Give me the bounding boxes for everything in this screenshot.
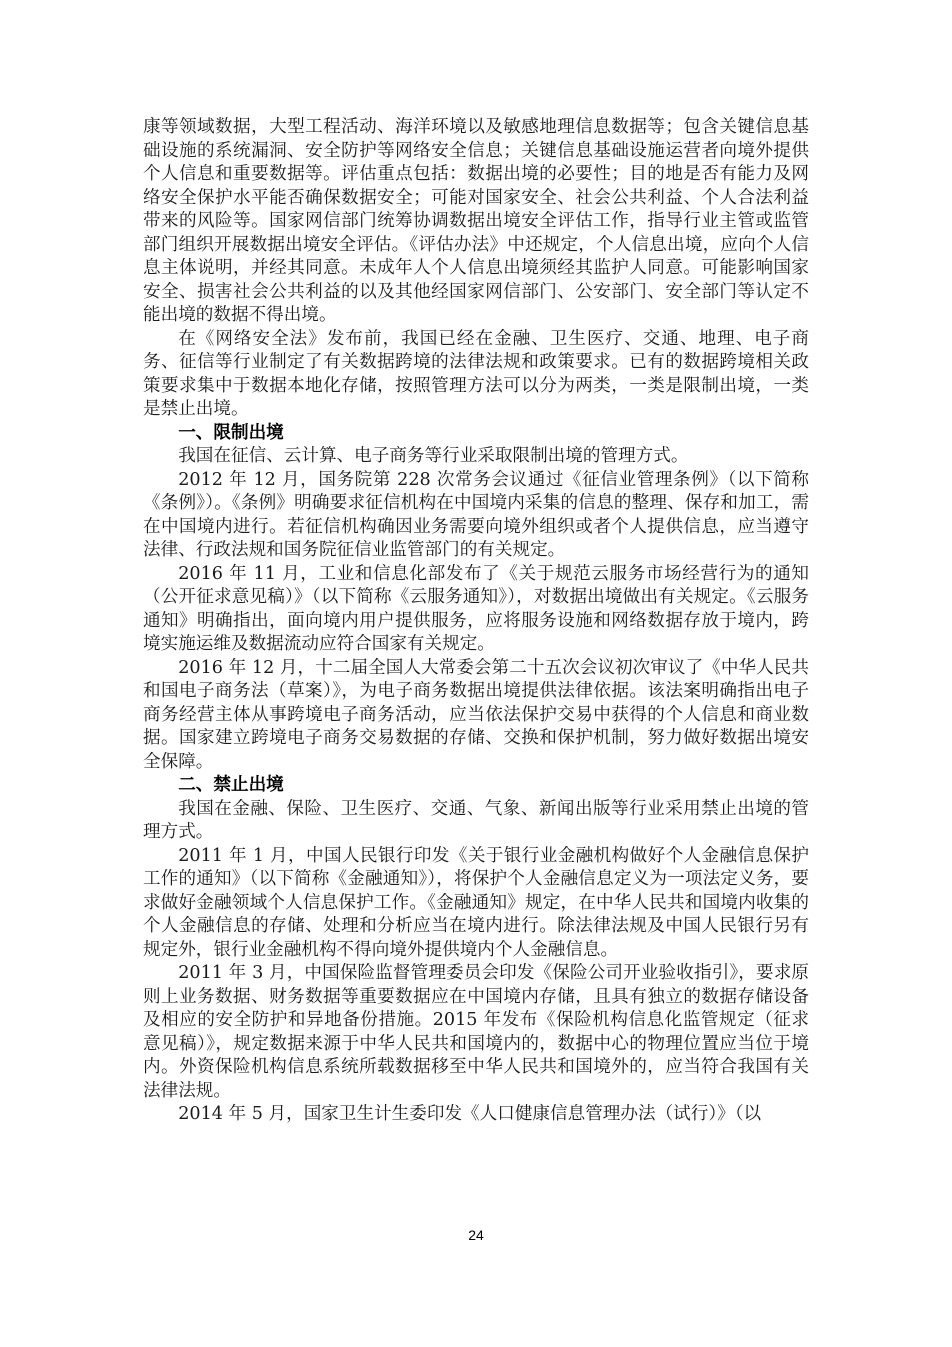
paragraph-continuation: 康等领域数据，大型工程活动、海洋环境以及敏感地理信息数据等；包含关键信息基础设施的系统漏洞、安全防护等网络安全信息；关键信息基础设施运营者向境外提供个人信息和重要数据等。评估重点包括：数据出境的必要性；目的地是否有能力及网络安全保护水平能否确保数据安全；可能对国家安全、社会公共利益、个人合法利益带来的风险等。国家网信部门统筹协调数据出境安全评估工作，指导行业主管或监管部门组织开展数据出境安全评估。《评估办法》中还规定，个人信息出境，应向个人信息主体说明，并经其同意。未成年人个人信息出境须经其监护人同意。可能影响国家安全、损害社会公共利益的以及其他经国家网信部门、公安部门、安全部门等认定不能出境的数据不得出境。 <box>143 117 809 325</box>
paragraph: 2016 年 12 月，十二届全国人大常委会第二十五次会议初次审议了《中华人民共和国电子商务法（草案）》，为电子商务数据出境提供法律依据。该法案明确指出电子商务经营主体从事跨境电子商务活动，应当依法保护交易中获得的个人信息和商业数据。国家建立跨境电子商务交易数据的存储、交换和保护机制，努力做好数据出境安全保障。 <box>143 657 809 772</box>
body-text <box>143 116 809 1127</box>
paragraph: 在《网络安全法》发布前，我国已经在金融、卫生医疗、交通、地理、电子商务、征信等行业制定了有关数据跨境的法律法规和政策要求。已有的数据跨境相关政策要求集中于数据本地化存储，按照管理方法可以分为两类，一类是限制出境，一类是禁止出境。 <box>143 328 809 419</box>
paragraph: 我国在金融、保险、卫生医疗、交通、气象、新闻出版等行业采用禁止出境的管理方式。 <box>143 798 809 842</box>
section-heading-restrict: 一、限制出境 <box>178 422 284 443</box>
section-heading-prohibit: 二、禁止出境 <box>178 775 284 795</box>
paragraph: 2016 年 11 月，工业和信息化部发布了《关于规范云服务市场经营行为的通知（公开征求意见稿）》（以下简称《云服务通知》），对数据出境做出有关规定。《云服务通知》明确指出，面向境内用户提供服务，应将服务设施和网络数据存放于境内，跨境实施运维及数据流动应符合国家有关规定。 <box>143 563 809 654</box>
paragraph: 我国在征信、云计算、电子商务等行业采取限制出境的管理方式。 <box>178 446 689 466</box>
paragraph: 2012 年 12 月，国务院第 228 次常务会议通过《征信业管理条例》（以下简称《条例》）。《条例》明确要求征信机构在中国境内采集的信息的整理、保存和加工，需在中国境内进行。若征信机构确因业务需要向境外组织或者个人提供信息，应当遵守法律、行政法规和国务院征信业监管部门的有关规定。 <box>143 469 809 560</box>
paragraph: 2011 年 1 月，中国人民银行印发《关于银行业金融机构做好个人金融信息保护工作的通知》（以下简称《金融通知》），将保护个人金融信息定义为一项法定义务，要求做好金融领域个人信息保护工作。《金融通知》规定，在中华人民共和国境内收集的个人金融信息的存储、处理和分析应当在境内进行。除法律法规及中国人民银行另有规定外，银行业金融机构不得向境外提供境内个人金融信息。 <box>143 845 809 960</box>
paragraph: 2014 年 5 月，国家卫生计生委印发《人口健康信息管理办法（试行）》（以 <box>178 1104 762 1124</box>
page-number: 24 <box>468 1227 484 1243</box>
paragraph: 2011 年 3 月，中国保险监督管理委员会印发《保险公司开业验收指引》，要求原则上业务数据、财务数据等重要数据应在中国境内存储，且具有独立的数据存储设备及相应的安全防护和异地备份措施。2015 年发布《保险机构信息化监管规定（征求意见稿）》，规定数据来源于中华人民共和国境内的，数据中心的物理位置应当位于境内。外资保险机构信息系统所载数据移至中华人民共和国境外的，应当符合我国有关法律法规。 <box>143 963 809 1101</box>
